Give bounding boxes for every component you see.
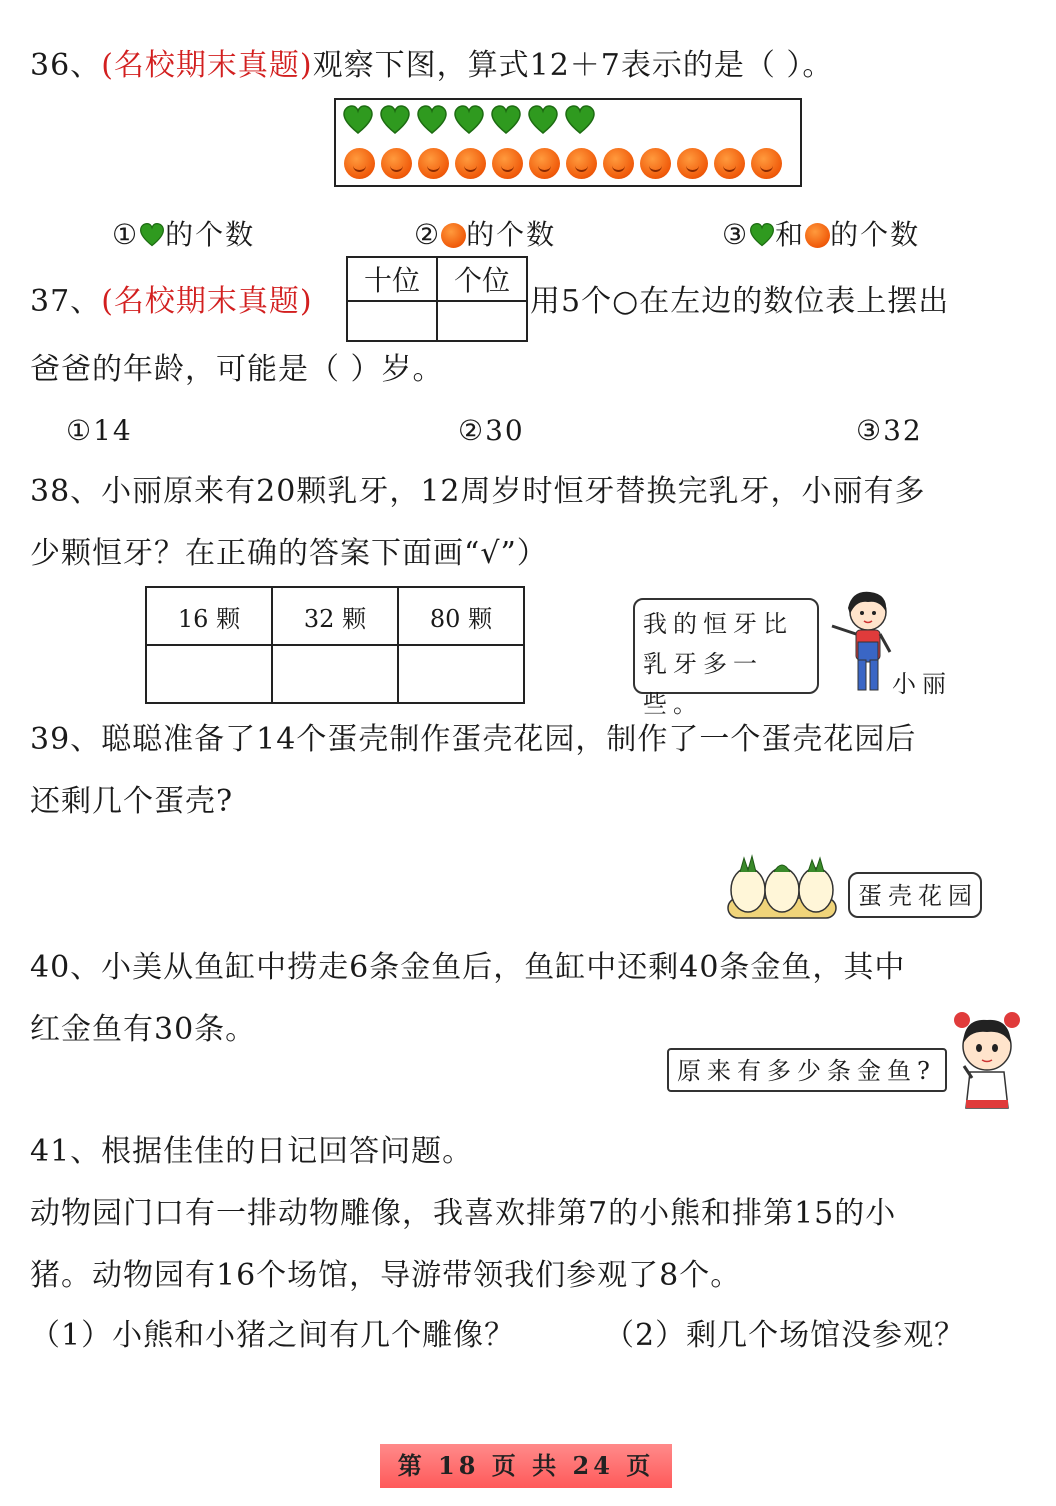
q41-diary-line2: 猪。动物园有16个场馆，导游带领我们参观了8个。 [30, 1258, 742, 1293]
q41-subquestion-1: （1）小熊和小猪之间有几个雕像？ [30, 1318, 516, 1353]
option-2-label: ② [414, 218, 442, 251]
q37-text-line1: 用5个○在左边的数位表上摆出 [530, 284, 950, 319]
goldfish-speech-bubble: 原来有多少条金鱼? [667, 1048, 947, 1092]
q37-option-1: ①14 [66, 414, 133, 447]
q38-text-line1: 38、小丽原来有20颗乳牙，12周岁时恒牙替换完乳牙，小丽有多 [30, 474, 926, 509]
check-cell-16[interactable] [146, 645, 272, 703]
heart-icon [453, 104, 485, 136]
q37-text-line2: 爸爸的年龄，可能是（ ）岁。 [30, 352, 444, 387]
q37-number: 37、 [30, 284, 102, 319]
eggshell-garden-label: 蛋壳花园 [848, 872, 982, 918]
q41-title: 41、根据佳佳的日记回答问题。 [30, 1134, 474, 1169]
option-2-text: 的个数 [466, 218, 557, 251]
orange-icon [344, 148, 375, 179]
option-1-label: ① [112, 218, 140, 251]
q39-text-line2: 还剩几个蛋壳? [30, 784, 234, 819]
q36-option-1 [112, 218, 255, 252]
orange-icon [603, 148, 634, 179]
orange-icon [714, 148, 745, 179]
q36-number: 36、 [30, 48, 102, 83]
q36-question: 观察下图，算式12＋7表示的是（ ）。 [312, 48, 834, 83]
orange-icon [529, 148, 560, 179]
bubble-line2: 乳牙多一些。 [643, 650, 763, 718]
option-3-and: 和 [775, 218, 806, 251]
place-value-table [346, 256, 528, 342]
orange-icon [492, 148, 523, 179]
choice-80: 80 颗 [398, 587, 524, 645]
orange-icon [441, 223, 466, 248]
tens-cell[interactable] [347, 301, 437, 341]
xiaoli-speech-bubble [633, 598, 819, 718]
orange-icon [566, 148, 597, 179]
choice-32: 32 颗 [272, 587, 398, 645]
q37-option-2: ②30 [458, 414, 525, 447]
option-3-label: ③ [722, 218, 750, 251]
tens-header: 十位 [347, 257, 437, 301]
orange-icon [381, 148, 412, 179]
q37-title [30, 284, 313, 320]
q40-text-line1: 40、小美从鱼缸中捞走6条金鱼后，鱼缸中还剩40条金鱼，其中 [30, 950, 906, 985]
ones-header: 个位 [437, 257, 527, 301]
orange-icon [640, 148, 671, 179]
orange-icon [751, 148, 782, 179]
q41-diary-line1: 动物园门口有一排动物雕像，我喜欢排第7的小熊和排第15的小 [30, 1196, 897, 1231]
orange-icon [455, 148, 486, 179]
ones-cell[interactable] [437, 301, 527, 341]
q37-option-3: ③32 [856, 414, 923, 447]
heart-icon [564, 104, 596, 136]
girl-xiaomei-illustration [950, 1008, 1024, 1112]
heart-icon [490, 104, 522, 136]
q36-option-3 [722, 218, 920, 252]
q36-option-2 [414, 218, 556, 252]
eggshell-garden-illustration [724, 850, 840, 922]
option-1-text: 的个数 [165, 218, 256, 251]
check-cell-32[interactable] [272, 645, 398, 703]
q41-subquestion-2: （2）剩几个场馆没参观？ [604, 1318, 966, 1353]
heart-icon [749, 222, 775, 248]
orange-row [344, 148, 782, 179]
heart-icon [416, 104, 448, 136]
bubble-line1: 我的恒牙比 [643, 610, 793, 638]
page-number-footer: 第 18 页 共 24 页 [380, 1444, 672, 1488]
q38-text-line2: 少颗恒牙？在正确的答案下面画“√”） [30, 536, 548, 571]
heart-icon [342, 104, 374, 136]
orange-icon [677, 148, 708, 179]
q36-title [30, 48, 833, 84]
option-3-text: 的个数 [830, 218, 921, 251]
q37-source-tag: (名校期末真题) [101, 284, 313, 319]
heart-icon [379, 104, 411, 136]
check-cell-80[interactable] [398, 645, 524, 703]
orange-icon [805, 223, 830, 248]
orange-icon [418, 148, 449, 179]
q36-source-tag: (名校期末真题) [101, 48, 313, 83]
q40-text-line2: 红金鱼有30条。 [30, 1012, 257, 1047]
heart-row [342, 104, 596, 136]
heart-icon [527, 104, 559, 136]
choice-16: 16 颗 [146, 587, 272, 645]
heart-icon [139, 222, 165, 248]
q39-text-line1: 39、聪聪准备了14个蛋壳制作蛋壳花园，制作了一个蛋壳花园后 [30, 722, 917, 757]
xiaoli-name-label: 小丽 [892, 670, 952, 698]
girl-xiaoli-illustration [826, 586, 902, 696]
answer-choice-table [145, 586, 525, 704]
